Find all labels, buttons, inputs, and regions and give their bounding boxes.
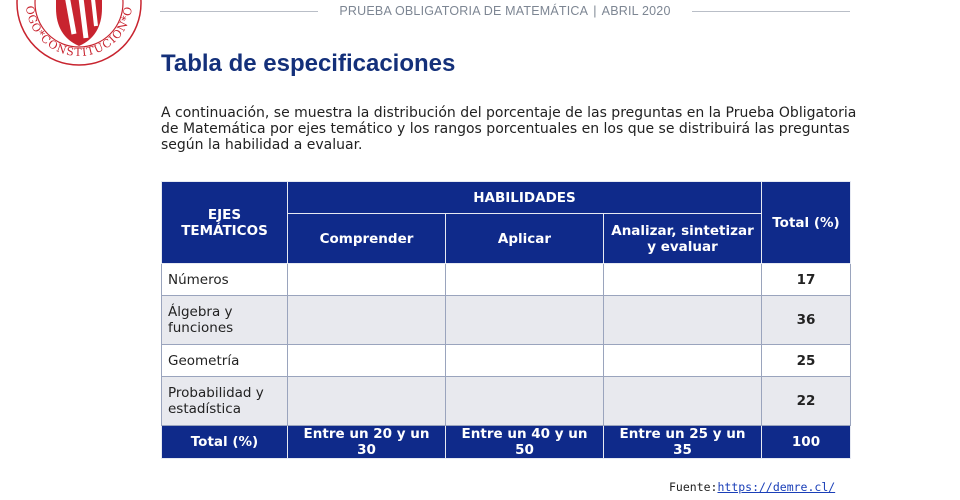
axes-header: EJES TEMÁTICOS bbox=[162, 182, 288, 264]
empty-cell bbox=[288, 296, 446, 345]
total-header: Total (%) bbox=[762, 182, 851, 264]
header-date: ABRIL 2020 bbox=[601, 4, 671, 18]
empty-cell bbox=[288, 264, 446, 296]
table-row bbox=[162, 377, 851, 426]
empty-cell bbox=[604, 377, 762, 426]
row-total: 25 bbox=[762, 345, 851, 377]
running-header bbox=[318, 4, 692, 18]
row-label: Probabilidad y estadística bbox=[162, 377, 288, 426]
footer-total: 100 bbox=[762, 426, 851, 459]
footer-label: Total (%) bbox=[162, 426, 288, 459]
empty-cell bbox=[446, 296, 604, 345]
header-rule-right bbox=[692, 11, 850, 12]
header-rule-left bbox=[160, 11, 318, 12]
skill-header-analizar: Analizar, sintetizar y evaluar bbox=[604, 214, 762, 264]
row-total: 22 bbox=[762, 377, 851, 426]
header-exam: PRUEBA OBLIGATORIA DE MATEMÁTICA bbox=[339, 4, 589, 18]
source-label: Fuente: bbox=[669, 480, 718, 494]
row-label: Números bbox=[162, 264, 288, 296]
table-row bbox=[162, 296, 851, 345]
skills-header: HABILIDADES bbox=[288, 182, 762, 214]
row-label: Álgebra y funciones bbox=[162, 296, 288, 345]
empty-cell bbox=[604, 345, 762, 377]
skill-header-aplicar: Aplicar bbox=[446, 214, 604, 264]
row-total: 36 bbox=[762, 296, 851, 345]
footer-range-aplicar: Entre un 40 y un 50 bbox=[446, 426, 604, 459]
empty-cell bbox=[446, 264, 604, 296]
intro-paragraph: A continuación, se muestra la distribución del porcentaje de las preguntas en la Prueba Obligatoria de Matemática por ejes temático y los rangos porcentuales en los que se distribuirá las preguntas según la habilidad a evaluar. bbox=[161, 105, 857, 153]
empty-cell bbox=[288, 345, 446, 377]
empty-cell bbox=[604, 296, 762, 345]
row-total: 17 bbox=[762, 264, 851, 296]
source-link[interactable]: https://demre.cl/ bbox=[717, 480, 836, 494]
university-seal-logo bbox=[14, 0, 144, 68]
row-label: Geometría bbox=[162, 345, 288, 377]
empty-cell bbox=[288, 377, 446, 426]
footer-range-analizar: Entre un 25 y un 35 bbox=[604, 426, 762, 459]
source-note bbox=[669, 480, 835, 494]
header-separator: | bbox=[593, 4, 597, 18]
specifications-table bbox=[161, 181, 851, 459]
skill-header-comprender: Comprender bbox=[288, 214, 446, 264]
footer-range-comprender: Entre un 20 y un 30 bbox=[288, 426, 446, 459]
table-footer-row bbox=[162, 426, 851, 459]
shield-icon bbox=[56, 0, 102, 46]
empty-cell bbox=[604, 264, 762, 296]
table-row bbox=[162, 345, 851, 377]
svg-text:OGO*CONSTITUCION*ODAC: OGO*CONSTITUCION*O bbox=[22, 4, 136, 60]
empty-cell bbox=[446, 345, 604, 377]
empty-cell bbox=[446, 377, 604, 426]
table-row bbox=[162, 264, 851, 296]
page-title: Tabla de especificaciones bbox=[161, 50, 456, 77]
